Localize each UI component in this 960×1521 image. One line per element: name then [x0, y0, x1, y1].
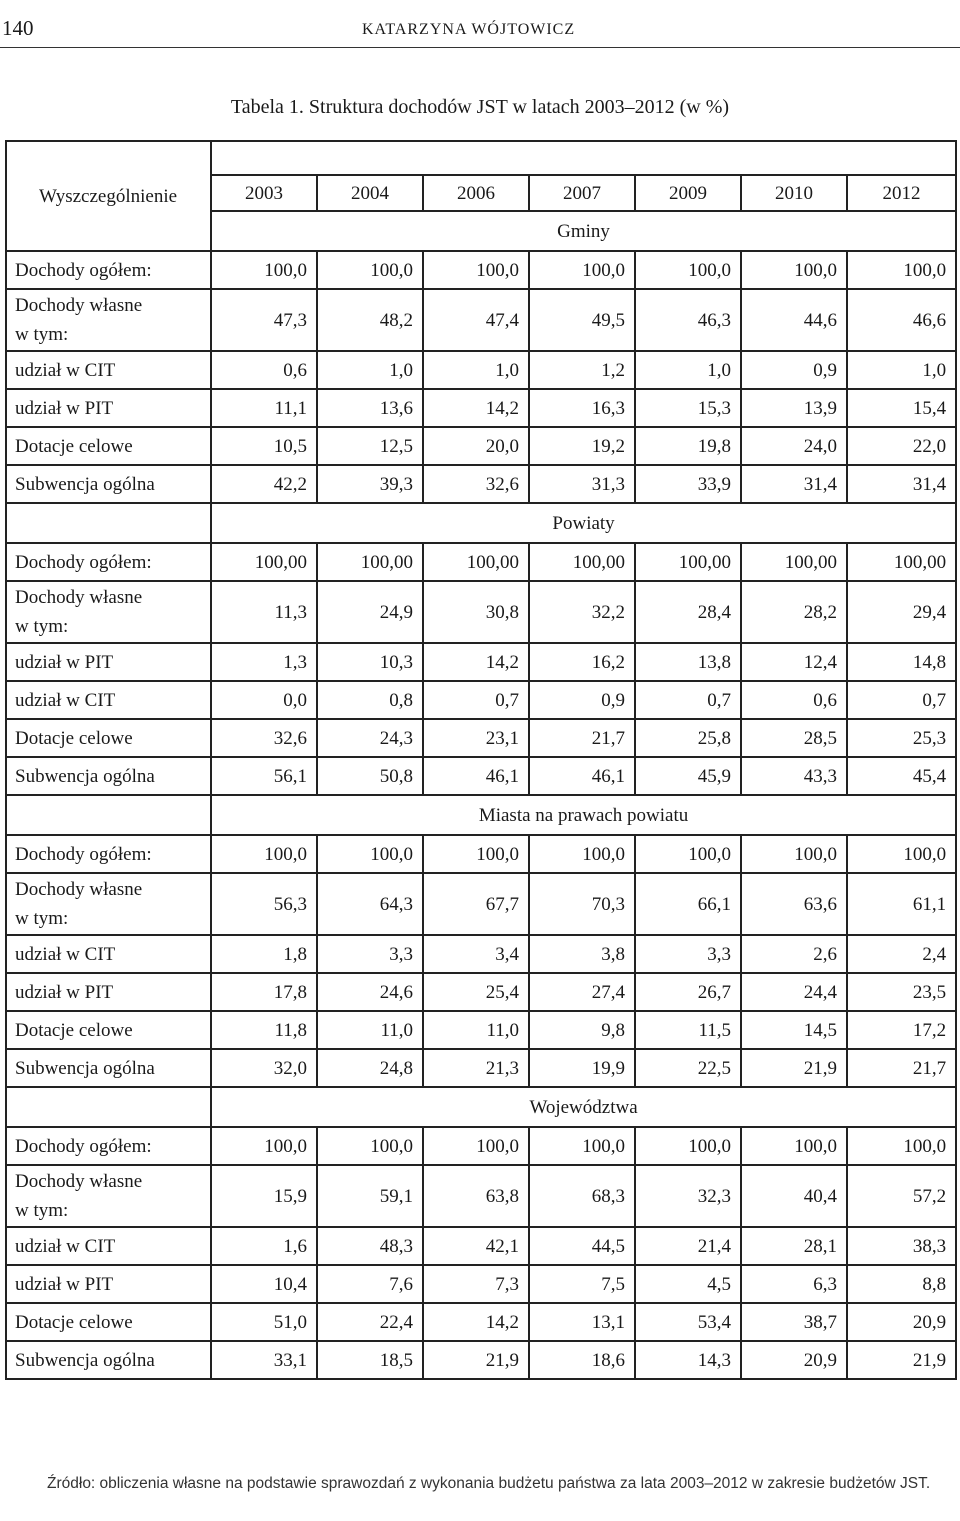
- value-cell: 21,7: [529, 719, 635, 757]
- table-row: [6, 835, 956, 873]
- table-row: [6, 935, 956, 973]
- value-cell: 100,0: [741, 835, 847, 873]
- row-label: Subwencja ogólna: [6, 465, 211, 503]
- value-cell: 18,6: [529, 1341, 635, 1379]
- row-label-line: w tym:: [15, 324, 69, 345]
- row-label: udział w PIT: [6, 1265, 211, 1303]
- value-cell: 70,3: [529, 873, 635, 935]
- value-cell: 1,0: [847, 351, 956, 389]
- row-label: [6, 289, 211, 351]
- value-cell: 29,4: [847, 581, 956, 643]
- value-cell: 1,2: [529, 351, 635, 389]
- value-cell: 51,0: [211, 1303, 317, 1341]
- table-row: [6, 1303, 956, 1341]
- value-cell: 68,3: [529, 1165, 635, 1227]
- value-cell: 43,3: [741, 757, 847, 795]
- table-row: [6, 873, 956, 935]
- value-cell: 48,3: [317, 1227, 423, 1265]
- value-cell: 20,9: [741, 1341, 847, 1379]
- value-cell: 0,7: [635, 681, 741, 719]
- value-cell: 20,9: [847, 1303, 956, 1341]
- value-cell: 11,0: [317, 1011, 423, 1049]
- value-cell: 100,0: [423, 1127, 529, 1165]
- table-row: [6, 251, 956, 289]
- value-cell: 100,0: [529, 1127, 635, 1165]
- value-cell: 22,0: [847, 427, 956, 465]
- value-cell: 3,4: [423, 935, 529, 973]
- value-cell: 11,8: [211, 1011, 317, 1049]
- value-cell: 13,6: [317, 389, 423, 427]
- value-cell: 100,00: [423, 543, 529, 581]
- value-cell: 1,0: [317, 351, 423, 389]
- value-cell: 1,0: [423, 351, 529, 389]
- source-note: Źródło: obliczenia własne na podstawie sprawozdań z wykonania budżetu państwa za lata 2003–2012 w zakresie budżetów JST.: [47, 1475, 931, 1492]
- value-cell: 11,0: [423, 1011, 529, 1049]
- value-cell: 14,2: [423, 1303, 529, 1341]
- value-cell: 13,9: [741, 389, 847, 427]
- table-row: [6, 757, 956, 795]
- section-blank-cell: [6, 503, 211, 543]
- value-cell: 3,3: [635, 935, 741, 973]
- value-cell: 67,7: [423, 873, 529, 935]
- revenue-structure-table: [5, 140, 957, 1380]
- value-cell: 16,2: [529, 643, 635, 681]
- value-cell: 1,3: [211, 643, 317, 681]
- value-cell: 28,4: [635, 581, 741, 643]
- row-label: Subwencja ogólna: [6, 1049, 211, 1087]
- table-row: [6, 543, 956, 581]
- row-label: udział w CIT: [6, 351, 211, 389]
- value-cell: 32,3: [635, 1165, 741, 1227]
- value-cell: 46,1: [423, 757, 529, 795]
- section-title: Miasta na prawach powiatu: [211, 795, 956, 835]
- value-cell: 100,0: [423, 835, 529, 873]
- row-label: Dotacje celowe: [6, 1303, 211, 1341]
- value-cell: 9,8: [529, 1011, 635, 1049]
- value-cell: 17,2: [847, 1011, 956, 1049]
- year-header-cell: 2010: [741, 175, 847, 211]
- row-label: Dochody ogółem:: [6, 251, 211, 289]
- row-label: Dochody ogółem:: [6, 1127, 211, 1165]
- value-cell: 100,0: [847, 1127, 956, 1165]
- year-header-cell: 2003: [211, 175, 317, 211]
- value-cell: 66,1: [635, 873, 741, 935]
- table-row: [6, 465, 956, 503]
- value-cell: 44,6: [741, 289, 847, 351]
- value-cell: 50,8: [317, 757, 423, 795]
- value-cell: 14,8: [847, 643, 956, 681]
- value-cell: 56,1: [211, 757, 317, 795]
- value-cell: 38,3: [847, 1227, 956, 1265]
- row-label: udział w CIT: [6, 681, 211, 719]
- section-title: Województwa: [211, 1087, 956, 1127]
- section-blank-cell: [6, 795, 211, 835]
- value-cell: 7,6: [317, 1265, 423, 1303]
- value-cell: 100,0: [741, 251, 847, 289]
- value-cell: 59,1: [317, 1165, 423, 1227]
- value-cell: 25,4: [423, 973, 529, 1011]
- value-cell: 63,6: [741, 873, 847, 935]
- table-row: [6, 1265, 956, 1303]
- value-cell: 21,9: [847, 1341, 956, 1379]
- value-cell: 4,5: [635, 1265, 741, 1303]
- year-header-cell: 2007: [529, 175, 635, 211]
- row-header-cell: Wyszczególnienie: [6, 141, 211, 251]
- row-label-line: w tym:: [15, 616, 69, 637]
- section-title: Gminy: [211, 211, 956, 251]
- value-cell: 25,3: [847, 719, 956, 757]
- value-cell: 47,3: [211, 289, 317, 351]
- value-cell: 11,5: [635, 1011, 741, 1049]
- value-cell: 17,8: [211, 973, 317, 1011]
- row-label-line: Dochody własne: [15, 587, 143, 608]
- value-cell: 13,8: [635, 643, 741, 681]
- value-cell: 16,3: [529, 389, 635, 427]
- value-cell: 0,7: [847, 681, 956, 719]
- table-row: [6, 1165, 956, 1227]
- value-cell: 13,1: [529, 1303, 635, 1341]
- running-head-author: KATARZYNA WÓJTOWICZ: [362, 21, 576, 38]
- value-cell: 21,4: [635, 1227, 741, 1265]
- value-cell: 15,3: [635, 389, 741, 427]
- value-cell: 0,9: [741, 351, 847, 389]
- header-rule: [0, 47, 960, 48]
- value-cell: 53,4: [635, 1303, 741, 1341]
- value-cell: 40,4: [741, 1165, 847, 1227]
- row-label-line: w tym:: [15, 908, 69, 929]
- value-cell: 49,5: [529, 289, 635, 351]
- table-row: [6, 351, 956, 389]
- value-cell: 57,2: [847, 1165, 956, 1227]
- section-row: [6, 795, 956, 835]
- value-cell: 45,4: [847, 757, 956, 795]
- row-label: udział w PIT: [6, 389, 211, 427]
- row-label: Subwencja ogólna: [6, 1341, 211, 1379]
- row-label: udział w CIT: [6, 1227, 211, 1265]
- value-cell: 32,6: [211, 719, 317, 757]
- value-cell: 100,0: [635, 1127, 741, 1165]
- value-cell: 45,9: [635, 757, 741, 795]
- value-cell: 100,0: [847, 251, 956, 289]
- value-cell: 25,8: [635, 719, 741, 757]
- row-label-line: Dochody własne: [15, 1171, 143, 1192]
- row-label: Dotacje celowe: [6, 719, 211, 757]
- value-cell: 64,3: [317, 873, 423, 935]
- value-cell: 22,5: [635, 1049, 741, 1087]
- value-cell: 22,4: [317, 1303, 423, 1341]
- value-cell: 14,5: [741, 1011, 847, 1049]
- value-cell: 11,1: [211, 389, 317, 427]
- value-cell: 2,6: [741, 935, 847, 973]
- row-label: udział w PIT: [6, 643, 211, 681]
- value-cell: 21,9: [741, 1049, 847, 1087]
- table-row: [6, 1049, 956, 1087]
- value-cell: 3,8: [529, 935, 635, 973]
- value-cell: 44,5: [529, 1227, 635, 1265]
- value-cell: 39,3: [317, 465, 423, 503]
- value-cell: 12,5: [317, 427, 423, 465]
- value-cell: 18,5: [317, 1341, 423, 1379]
- value-cell: 24,4: [741, 973, 847, 1011]
- value-cell: 42,1: [423, 1227, 529, 1265]
- table-caption: Tabela 1. Struktura dochodów JST w latach 2003–2012 (w %): [230, 96, 730, 118]
- row-label: udział w PIT: [6, 973, 211, 1011]
- value-cell: 0,6: [741, 681, 847, 719]
- value-cell: 24,8: [317, 1049, 423, 1087]
- value-cell: 0,8: [317, 681, 423, 719]
- value-cell: 19,9: [529, 1049, 635, 1087]
- value-cell: 32,6: [423, 465, 529, 503]
- value-cell: 100,0: [529, 835, 635, 873]
- row-label: [6, 1165, 211, 1227]
- row-label-line: w tym:: [15, 1200, 69, 1221]
- value-cell: 32,0: [211, 1049, 317, 1087]
- value-cell: 27,4: [529, 973, 635, 1011]
- value-cell: 42,2: [211, 465, 317, 503]
- value-cell: 7,5: [529, 1265, 635, 1303]
- row-label: Dochody ogółem:: [6, 543, 211, 581]
- value-cell: 100,0: [211, 1127, 317, 1165]
- value-cell: 30,8: [423, 581, 529, 643]
- value-cell: 0,0: [211, 681, 317, 719]
- row-label: [6, 873, 211, 935]
- value-cell: 100,0: [317, 251, 423, 289]
- value-cell: 28,5: [741, 719, 847, 757]
- table-row: [6, 427, 956, 465]
- header-top-row: [6, 141, 956, 175]
- section-row: [6, 1087, 956, 1127]
- value-cell: 21,9: [423, 1341, 529, 1379]
- value-cell: 100,00: [529, 543, 635, 581]
- value-cell: 6,3: [741, 1265, 847, 1303]
- value-cell: 0,6: [211, 351, 317, 389]
- value-cell: 56,3: [211, 873, 317, 935]
- value-cell: 61,1: [847, 873, 956, 935]
- value-cell: 31,3: [529, 465, 635, 503]
- value-cell: 31,4: [741, 465, 847, 503]
- value-cell: 19,8: [635, 427, 741, 465]
- value-cell: 100,0: [317, 1127, 423, 1165]
- section-row: [6, 503, 956, 543]
- value-cell: 100,0: [635, 251, 741, 289]
- value-cell: 63,8: [423, 1165, 529, 1227]
- value-cell: 24,0: [741, 427, 847, 465]
- value-cell: 2,4: [847, 935, 956, 973]
- value-cell: 33,1: [211, 1341, 317, 1379]
- value-cell: 100,0: [211, 835, 317, 873]
- year-header-cell: 2012: [847, 175, 956, 211]
- value-cell: 31,4: [847, 465, 956, 503]
- value-cell: 10,5: [211, 427, 317, 465]
- value-cell: 1,0: [635, 351, 741, 389]
- row-label: udział w CIT: [6, 935, 211, 973]
- value-cell: 100,0: [423, 251, 529, 289]
- value-cell: 14,2: [423, 643, 529, 681]
- year-header-cell: 2009: [635, 175, 741, 211]
- value-cell: 21,7: [847, 1049, 956, 1087]
- value-cell: 15,4: [847, 389, 956, 427]
- value-cell: 47,4: [423, 289, 529, 351]
- value-cell: 28,2: [741, 581, 847, 643]
- section-blank-cell: [6, 1087, 211, 1127]
- header-blank-cell: [211, 141, 956, 175]
- value-cell: 100,0: [211, 251, 317, 289]
- value-cell: 23,5: [847, 973, 956, 1011]
- value-cell: 21,3: [423, 1049, 529, 1087]
- value-cell: 20,0: [423, 427, 529, 465]
- value-cell: 10,4: [211, 1265, 317, 1303]
- table-row: [6, 681, 956, 719]
- value-cell: 24,9: [317, 581, 423, 643]
- value-cell: 23,1: [423, 719, 529, 757]
- value-cell: 48,2: [317, 289, 423, 351]
- table-row: [6, 1127, 956, 1165]
- section-title: Powiaty: [211, 503, 956, 543]
- value-cell: 46,1: [529, 757, 635, 795]
- row-label-line: Dochody własne: [15, 879, 143, 900]
- row-label-line: Dochody własne: [15, 295, 143, 316]
- value-cell: 28,1: [741, 1227, 847, 1265]
- table-row: [6, 1011, 956, 1049]
- value-cell: 100,0: [741, 1127, 847, 1165]
- value-cell: 32,2: [529, 581, 635, 643]
- value-cell: 10,3: [317, 643, 423, 681]
- value-cell: 14,3: [635, 1341, 741, 1379]
- value-cell: 0,7: [423, 681, 529, 719]
- value-cell: 100,0: [847, 835, 956, 873]
- table-row: [6, 1227, 956, 1265]
- value-cell: 100,0: [635, 835, 741, 873]
- row-label: Dotacje celowe: [6, 1011, 211, 1049]
- value-cell: 0,9: [529, 681, 635, 719]
- year-header-cell: 2006: [423, 175, 529, 211]
- table-row: [6, 389, 956, 427]
- value-cell: 7,3: [423, 1265, 529, 1303]
- table-row: [6, 289, 956, 351]
- value-cell: 100,00: [847, 543, 956, 581]
- value-cell: 1,8: [211, 935, 317, 973]
- table-row: [6, 719, 956, 757]
- value-cell: 100,00: [317, 543, 423, 581]
- value-cell: 24,6: [317, 973, 423, 1011]
- value-cell: 100,0: [317, 835, 423, 873]
- table-row: [6, 643, 956, 681]
- running-header: [0, 0, 960, 48]
- value-cell: 3,3: [317, 935, 423, 973]
- value-cell: 19,2: [529, 427, 635, 465]
- value-cell: 100,00: [635, 543, 741, 581]
- value-cell: 1,6: [211, 1227, 317, 1265]
- value-cell: 11,3: [211, 581, 317, 643]
- value-cell: 12,4: [741, 643, 847, 681]
- value-cell: 100,00: [211, 543, 317, 581]
- value-cell: 46,6: [847, 289, 956, 351]
- row-label: Subwencja ogólna: [6, 757, 211, 795]
- value-cell: 15,9: [211, 1165, 317, 1227]
- row-label: Dotacje celowe: [6, 427, 211, 465]
- value-cell: 100,00: [741, 543, 847, 581]
- value-cell: 14,2: [423, 389, 529, 427]
- row-label: [6, 581, 211, 643]
- value-cell: 46,3: [635, 289, 741, 351]
- year-header-cell: 2004: [317, 175, 423, 211]
- value-cell: 26,7: [635, 973, 741, 1011]
- table-body: [6, 141, 956, 1379]
- table-row: [6, 973, 956, 1011]
- row-label: Dochody ogółem:: [6, 835, 211, 873]
- value-cell: 8,8: [847, 1265, 956, 1303]
- value-cell: 33,9: [635, 465, 741, 503]
- table-row: [6, 581, 956, 643]
- value-cell: 100,0: [529, 251, 635, 289]
- table-row: [6, 1341, 956, 1379]
- page-number: 140: [2, 16, 34, 40]
- value-cell: 38,7: [741, 1303, 847, 1341]
- value-cell: 24,3: [317, 719, 423, 757]
